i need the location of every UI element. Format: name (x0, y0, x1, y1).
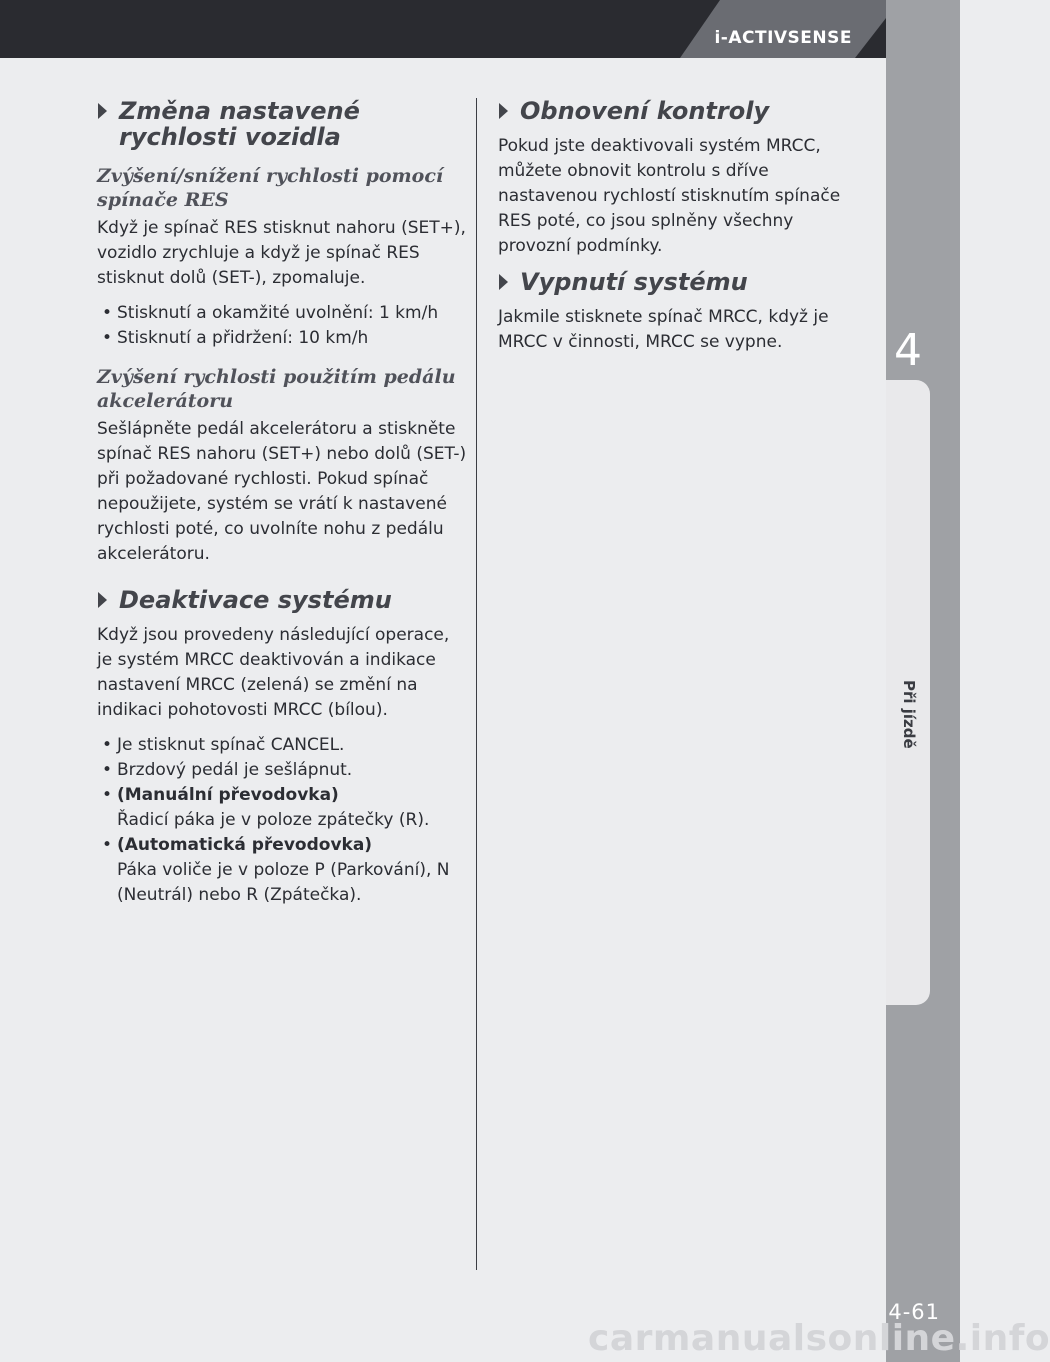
section-title-off: Vypnutí systému (498, 269, 868, 295)
bullet-list-deactivate (97, 733, 467, 908)
page-number: 4-61 (888, 1300, 940, 1324)
header-title: i-ACTIVSENSE (714, 28, 852, 48)
subsection-title-res: Zvýšení/snížení rychlosti pomocí spínače RES (97, 165, 444, 211)
paragraph-deactivate: Když jsou provedeny následující operace, je systém MRCC deaktivován a indikace nastavení MRCC (zelená) se změní na indikaci pohotovosti MRCC (bílou). (97, 625, 450, 720)
right-column (498, 98, 868, 365)
paragraph-restore: Pokud jste deaktivovali systém MRCC, můžete obnovit kontrolu s dříve nastavenou rychlostí stisknutím spínače RES poté, co jsou splněny všechny provozní podmínky. (498, 136, 841, 256)
subsection-title-accelerator: Zvýšení rychlosti použitím pedálu akcelerátoru (97, 366, 456, 412)
section-title-change-speed: Změna nastavené rychlosti vozidla (97, 98, 467, 150)
section-marker-icon (98, 103, 107, 119)
watermark: carmanualsonline.info (588, 1318, 1050, 1359)
list-item: • Stisknutí a okamžité uvolnění: 1 km/h (97, 301, 467, 326)
column-divider (476, 98, 477, 1270)
paragraph-accelerator: Sešlápněte pedál akcelerátoru a stiskněte spínač RES nahoru (SET+) nebo dolů (SET-) při požadované rychlosti. Pokud spínač nepoužijete, systém se vrátí k nastavené rychlosti poté, co uvolníte nohu z pedálu akcelerátoru. (97, 419, 467, 564)
list-item: • (Automatická převodovka) Páka voliče je v poloze P (Parkování), N (Neutrál) nebo R (Zpátečka). (102, 835, 450, 905)
chapter-number: 4 (894, 325, 922, 376)
bullet-icon: • (102, 760, 113, 780)
section-marker-icon (499, 274, 508, 290)
list-item: • Je stisknut spínač CANCEL. (97, 733, 467, 758)
bullet-icon: • (102, 328, 113, 348)
bullet-icon: • (102, 735, 113, 755)
list-item: • Brzdový pedál je sešlápnut. (97, 758, 467, 783)
paragraph-off: Jakmile stisknete spínač MRCC, když je MRCC v činnosti, MRCC se vypne. (498, 307, 829, 352)
list-item: • Stisknutí a přidržení: 10 km/h (97, 326, 467, 351)
section-marker-icon (98, 592, 107, 608)
bullet-icon: • (102, 303, 113, 323)
paragraph-res: Když je spínač RES stisknut nahoru (SET+), vozidlo zrychluje a když je spínač RES stisknut dolů (SET-), zpomaluje. (97, 218, 466, 288)
left-column (97, 98, 467, 914)
chapter-label: Při jízdě (900, 680, 918, 749)
bullet-list-res (97, 301, 467, 351)
section-marker-icon (499, 103, 508, 119)
list-item: • (Manuální převodovka) Řadicí páka je v poloze zpátečky (R). (102, 785, 430, 830)
section-title-restore: Obnovení kontroly (498, 98, 868, 124)
section-title-deactivate: Deaktivace systému (97, 587, 467, 613)
bullet-icon: • (102, 835, 113, 855)
bullet-icon: • (102, 785, 113, 805)
